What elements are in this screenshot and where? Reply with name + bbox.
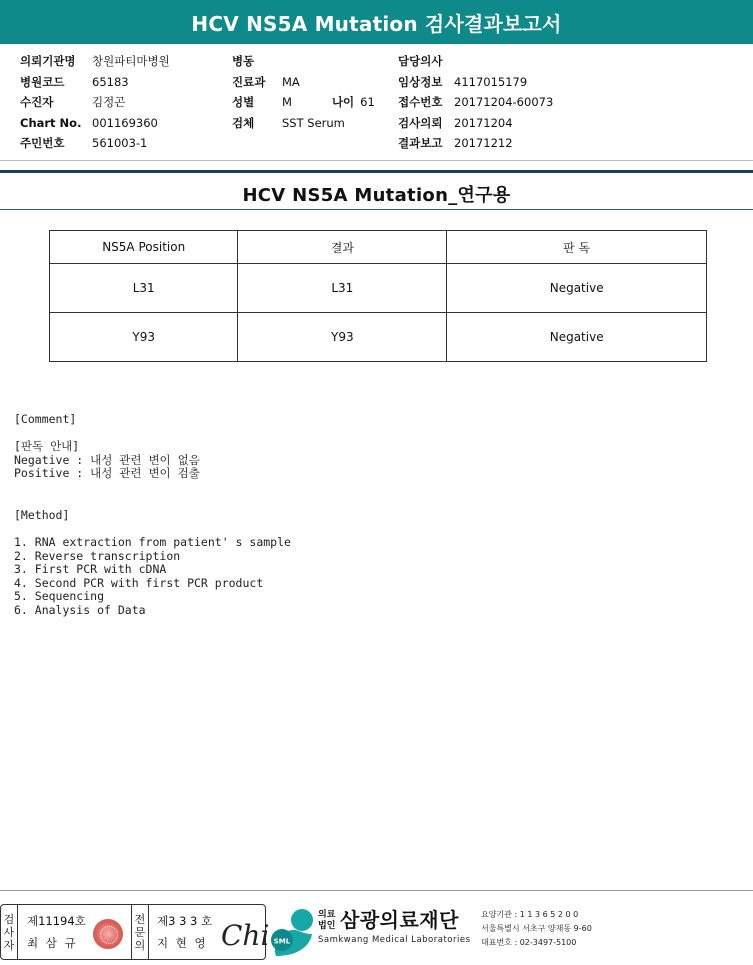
info-value: 창원파티마병원 — [92, 54, 170, 68]
info-value: 김정곤 — [92, 95, 126, 109]
specialist-label: 전 문 의 — [131, 905, 149, 959]
patient-info-col2 — [232, 51, 375, 133]
signature-box — [0, 904, 270, 960]
info-row — [20, 51, 170, 72]
seal-stamp-icon — [93, 919, 123, 949]
info-label: 의뢰기관명 — [20, 54, 76, 68]
report-header — [0, 0, 753, 44]
info-row — [20, 113, 170, 134]
section-divider — [0, 170, 753, 173]
patient-info-col1 — [20, 51, 170, 154]
org-type-line: 의료 — [318, 910, 336, 920]
info-value: 001169360 — [92, 115, 158, 130]
report-header-title: HCV NS5A Mutation 검사결과보고서 — [191, 11, 562, 36]
report-footer — [0, 902, 753, 960]
info-value: 20171212 — [454, 136, 513, 150]
info-label: 진료과 — [232, 74, 266, 89]
result-table — [49, 230, 707, 362]
info-row — [398, 92, 553, 113]
info-row — [398, 51, 553, 72]
patient-info-col3 — [398, 51, 553, 154]
info-label: 성별 — [232, 95, 255, 109]
interpretation-cell: Negative — [447, 313, 707, 362]
info-label: Chart No. — [20, 115, 82, 130]
info-value: MA — [282, 74, 300, 89]
guide-heading: [판독 안내] — [14, 439, 80, 453]
info-value: SST Serum — [282, 115, 345, 130]
org-contact — [481, 908, 592, 950]
comment-heading: [Comment] — [14, 412, 77, 426]
title-underline — [0, 209, 753, 210]
info-label: 담당의사 — [398, 54, 443, 68]
info-value: 20171204 — [454, 115, 513, 130]
divider — [0, 160, 753, 161]
interpretation-cell: Negative — [447, 264, 707, 313]
info-row — [398, 133, 553, 154]
guide-line: Negative : 내성 관련 변이 없음 — [14, 453, 200, 467]
result-cell: Y93 — [238, 313, 447, 362]
contact-line: 요양기관 : 1 1 3 6 5 2 0 0 — [481, 910, 579, 919]
column-header: NS5A Position — [50, 231, 238, 264]
info-row — [20, 133, 170, 154]
info-row — [232, 72, 375, 93]
table-row — [50, 264, 707, 313]
info-row — [20, 72, 170, 93]
specialist-license: 제3 3 3 호 — [157, 914, 213, 928]
info-row — [20, 92, 170, 113]
guide-line: Positive : 내성 관련 변이 검출 — [14, 466, 200, 480]
info-label: 결과보고 — [398, 136, 443, 150]
contact-line: 서울특별시 서초구 양재동 9-60 — [481, 924, 592, 933]
result-cell: L31 — [238, 264, 447, 313]
info-value: 65183 — [92, 74, 129, 89]
info-value: 561003-1 — [92, 136, 148, 150]
column-header: 결과 — [238, 231, 447, 264]
age-value: 61 — [360, 95, 375, 109]
method-step: 4. Second PCR with first PCR product — [14, 575, 264, 590]
info-row — [232, 92, 375, 113]
report-title: HCV NS5A Mutation_연구용 — [242, 185, 511, 206]
table-header-row — [50, 231, 707, 264]
info-label: 검사의뢰 — [398, 115, 443, 130]
signature-text: Chi — [221, 919, 270, 952]
sml-logo-icon — [268, 904, 320, 958]
inspector-name: 최 삼 규 — [27, 936, 78, 950]
info-value: M — [282, 95, 292, 109]
info-label: 검체 — [232, 115, 255, 130]
inspector-label: 검 사 자 — [1, 905, 18, 959]
org-name: 삼광의료재단 — [340, 908, 459, 932]
info-label: 접수번호 — [398, 95, 443, 109]
column-header: 판 독 — [447, 231, 707, 264]
method-heading: [Method] — [14, 508, 70, 522]
method-step: 3. First PCR with cDNA — [14, 562, 167, 576]
org-type — [318, 910, 335, 932]
position-cell: Y93 — [50, 313, 238, 362]
info-row — [232, 51, 375, 72]
org-name-en: Samkwang Medical Laboratories — [318, 935, 471, 945]
info-value: 4117015179 — [454, 74, 528, 89]
specialist-name: 지 현 영 — [157, 936, 208, 950]
info-label: 주민번호 — [20, 136, 65, 150]
signature-icon — [219, 913, 270, 953]
method-step: 5. Sequencing — [14, 589, 105, 603]
inspector-license: 제11194호 — [27, 914, 86, 928]
info-value: 20171204-60073 — [454, 95, 554, 109]
info-row — [232, 113, 375, 134]
age-label: 나이 — [331, 95, 355, 109]
contact-line: 대표번호 : 02-3497-5100 — [481, 938, 577, 947]
method-step: 1. RNA extraction from patient' s sample — [14, 535, 291, 549]
info-row — [398, 113, 553, 134]
position-cell: L31 — [50, 264, 238, 313]
info-row — [398, 72, 553, 93]
footer-divider — [0, 890, 753, 891]
method-step: 6. Analysis of Data — [14, 602, 146, 617]
table-row — [50, 313, 707, 362]
info-label: 병원코드 — [20, 74, 65, 89]
logo-text: SML — [273, 937, 291, 946]
org-type-line: 법인 — [318, 921, 336, 931]
info-label: 임상정보 — [398, 74, 443, 89]
method-step: 2. Reverse transcription — [14, 548, 181, 563]
info-label: 수진자 — [20, 95, 54, 109]
info-label: 병동 — [232, 54, 255, 68]
